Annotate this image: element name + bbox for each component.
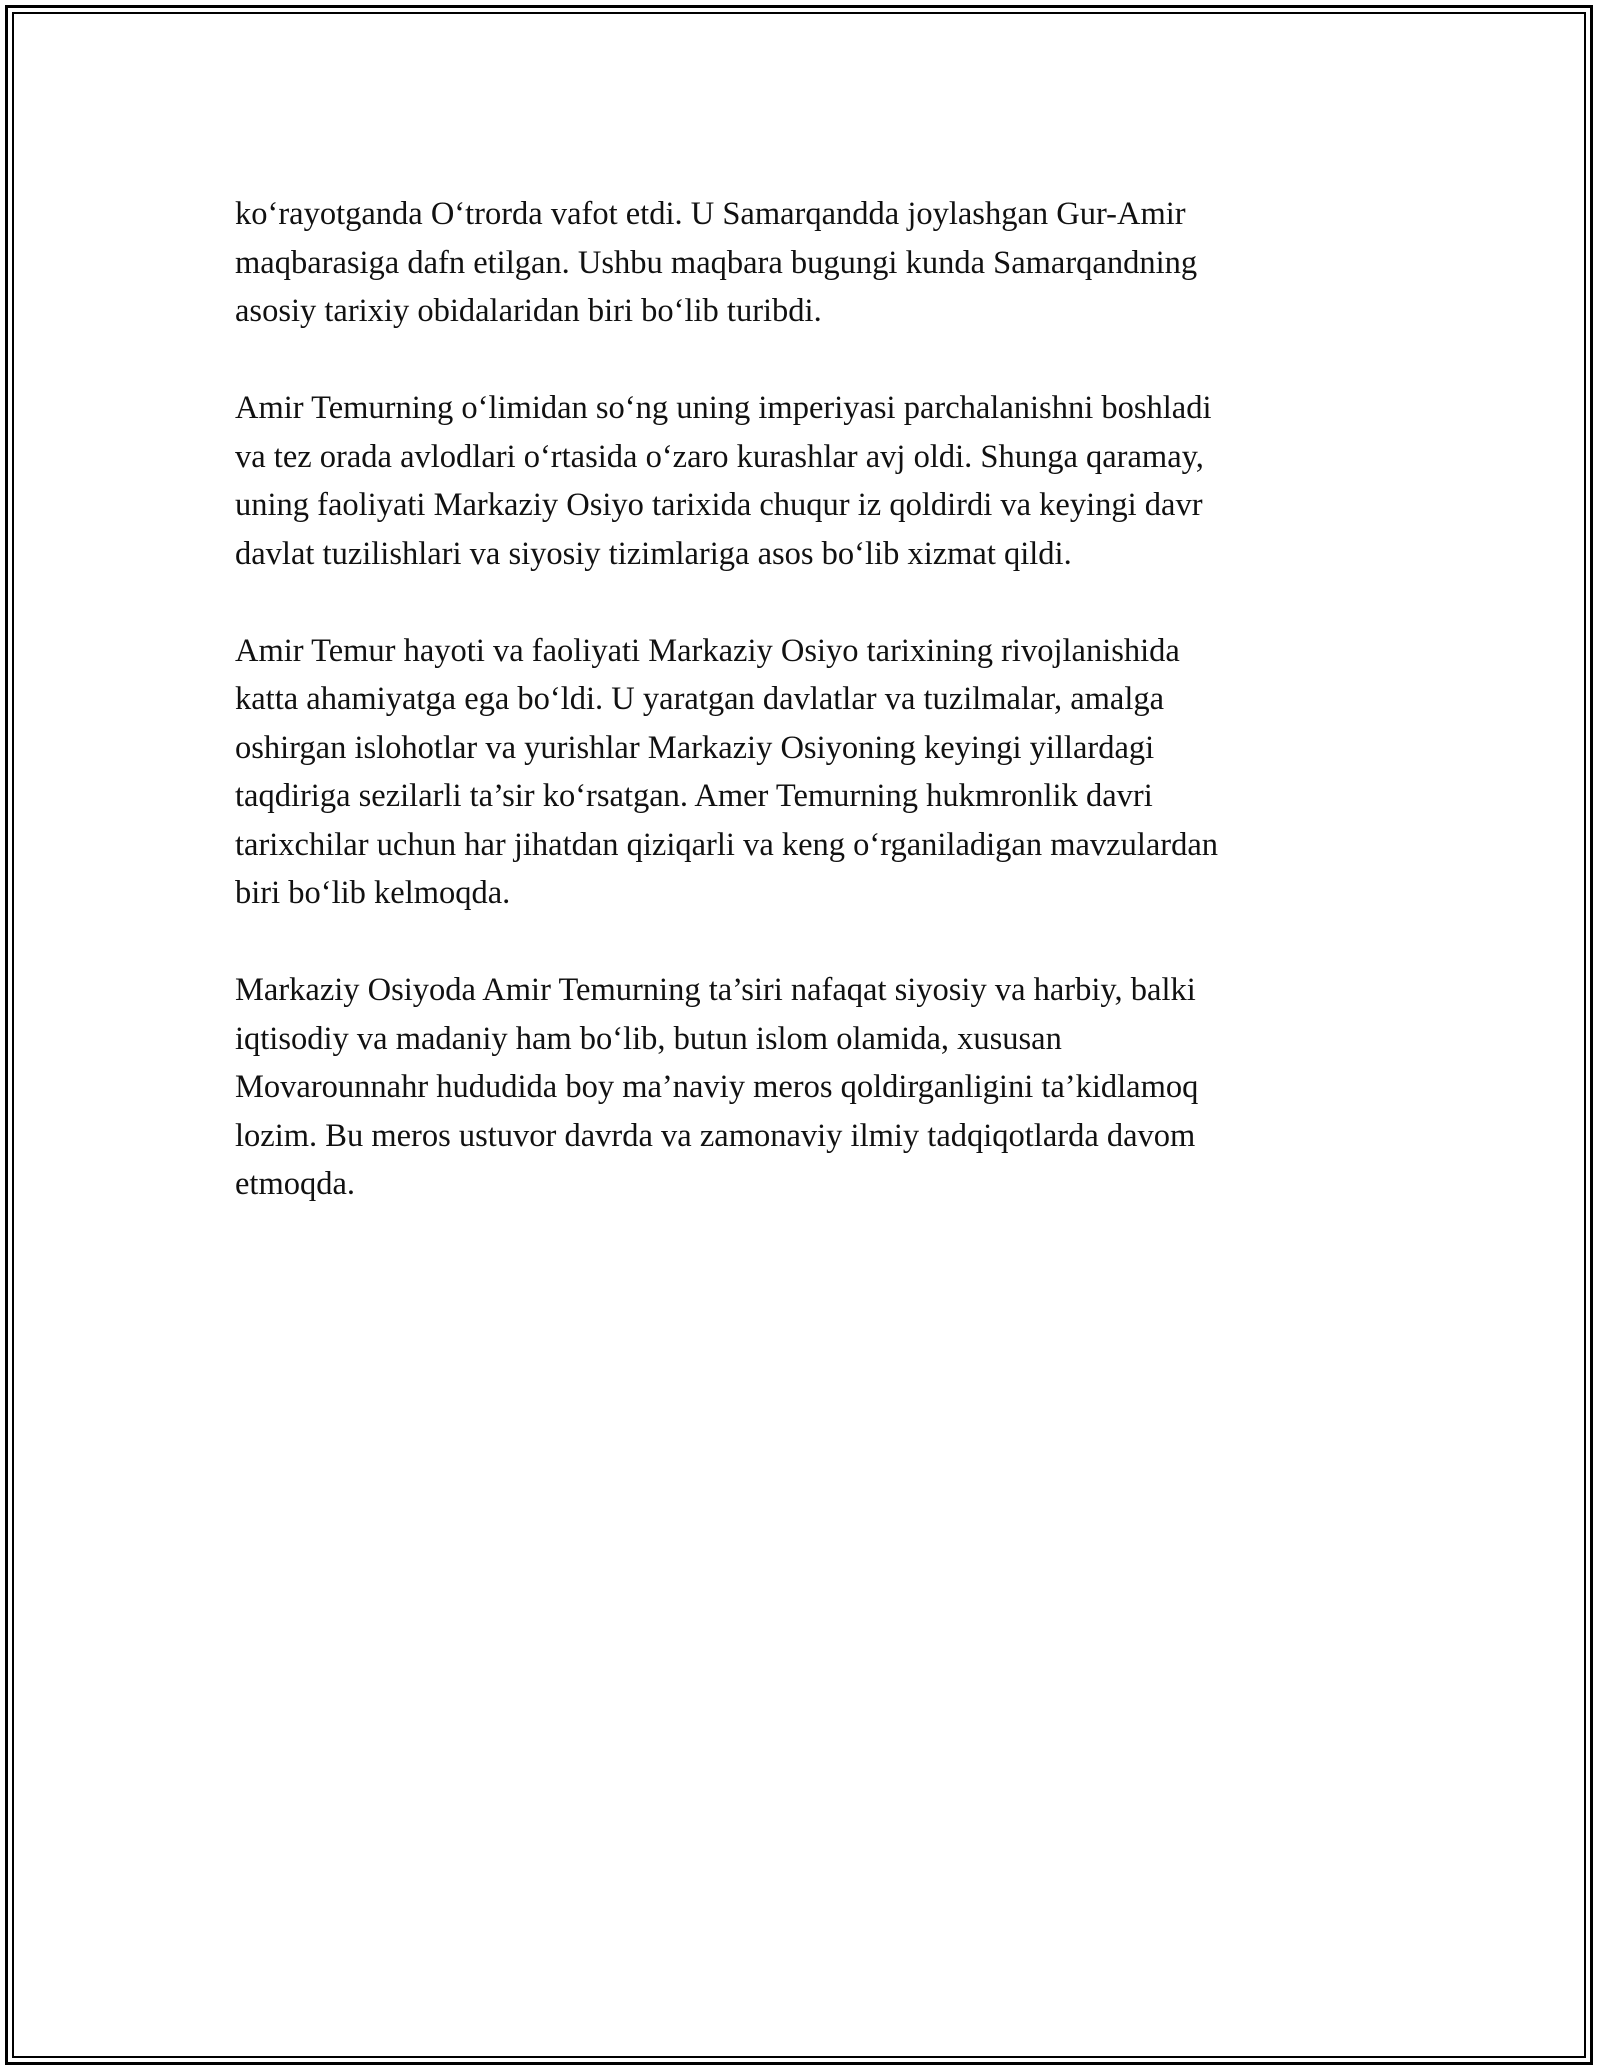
paragraph-3 [235,627,1365,918]
text-line: taqdiriga sezilarli ta’sir ko‘rsatgan. Amer Temurning hukmronlik davri [235,778,1153,814]
text-line: Movarounnahr hududida boy ma’naviy meros qoldirganligini ta’kidlamoq [235,1069,1199,1105]
text-line: va tez orada avlodlari o‘rtasida o‘zaro kurashlar avj oldi. Shunga qaramay, [235,438,1204,475]
text-line: tarixchilar uchun har jihatdan qiziqarli va keng o‘rganiladigan mavzulardan [235,826,1219,863]
paragraph-1 [235,190,1365,336]
text-line: Markaziy Osiyoda Amir Temurning ta’siri nafaqat siyosiy va harbiy, balki [235,972,1196,1008]
text-line: katta ahamiyatga ega bo‘ldi. U yaratgan davlatlar va tuzilmalar, amalga [235,681,1165,717]
text-line: etmoqda. [235,1166,356,1202]
text-line: maqbarasiga dafn etilgan. Ushbu maqbara bugungi kunda Samarqandning [235,244,1198,281]
text-line: Amir Temurning o‘limidan so‘ng uning imperiyasi parchalanishni boshladi [235,390,1212,426]
text-line: davlat tuzilishlari va siyosiy tizimlariga asos bo‘lib xizmat qildi. [235,535,1072,572]
text-line: biri bo‘lib kelmoqda. [235,875,511,911]
text-line: lozim. Bu meros ustuvor davrda va zamonaviy ilmiy tadqiqotlarda davom [235,1117,1196,1154]
paragraph-2 [235,384,1365,578]
text-line: iqtisodiy va madaniy ham bo‘lib, butun islom olamida, xususan [235,1020,1062,1057]
text-line: ko‘rayotganda O‘trorda vafot etdi. U Samarqandda joylashgan Gur-Amir [235,196,1186,232]
text-line: asosiy tarixiy obidalaridan biri bo‘lib turibdi. [235,293,822,329]
text-line: uning faoliyati Markaziy Osiyo tarixida chuqur iz qoldirdi va keyingi davr [235,487,1203,523]
paragraph-4 [235,966,1365,1209]
text-line: oshirgan islohotlar va yurishlar Markaziy Osiyoning keyingi yillardagi [235,729,1155,766]
text-line: Amir Temur hayoti va faoliyati Markaziy Osiyo tarixining rivojlanishida [235,632,1180,669]
document-body [235,190,1365,1257]
